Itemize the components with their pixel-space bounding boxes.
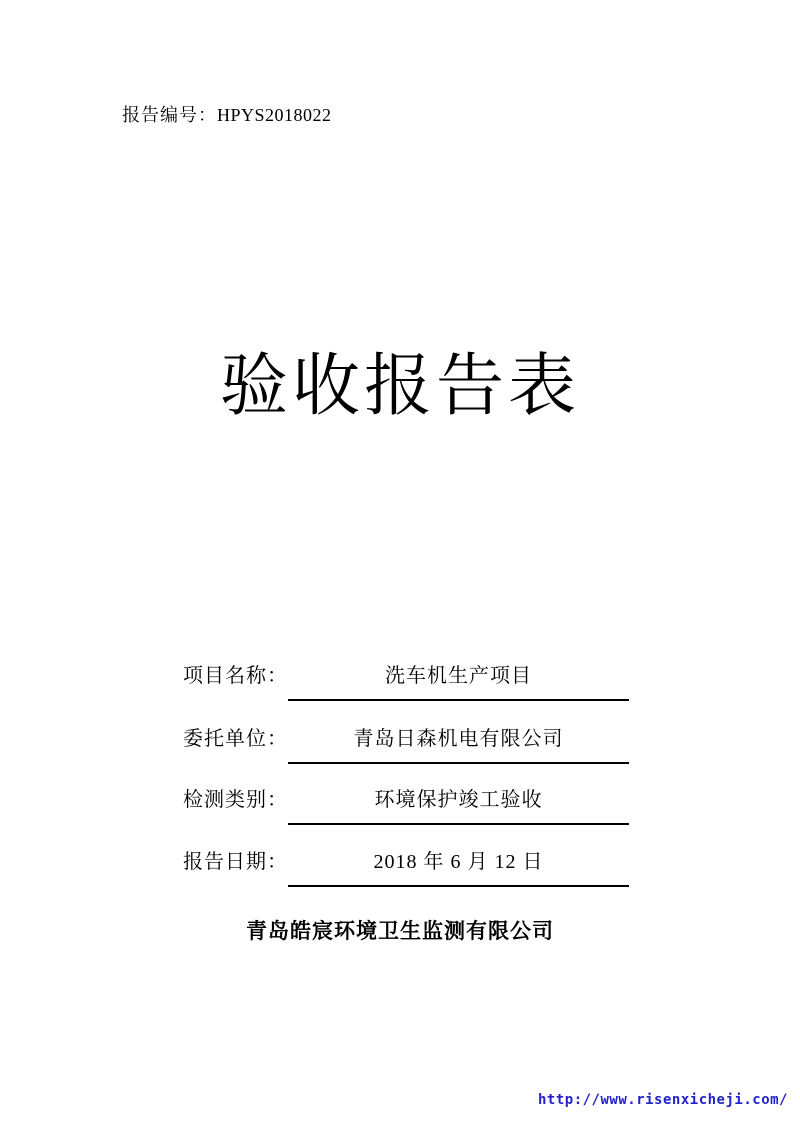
- field-row-test-category: [183, 789, 629, 825]
- report-date-label: 报告日期：: [183, 851, 288, 873]
- issuing-company-name: 青岛皓宸环境卫生监测有限公司: [246, 919, 554, 943]
- report-number-value: HPYS2018022: [217, 105, 332, 125]
- test-category-label: 检测类别：: [183, 789, 288, 811]
- client-unit-value: 青岛日森机电有限公司: [288, 728, 629, 764]
- project-name-value: 洗车机生产项目: [288, 665, 629, 701]
- report-date-value: 2018 年 6 月 12 日: [288, 851, 629, 887]
- client-unit-label: 委托单位：: [183, 728, 288, 750]
- field-row-project-name: [183, 665, 629, 701]
- test-category-value: 环境保护竣工验收: [288, 789, 629, 825]
- page-title: 验收报告表: [219, 348, 580, 424]
- report-number: [122, 104, 332, 126]
- field-row-client-unit: [183, 728, 629, 764]
- report-number-label: 报告编号：: [122, 105, 217, 125]
- field-row-report-date: [183, 851, 629, 887]
- project-name-label: 项目名称：: [183, 665, 288, 687]
- website-url-link[interactable]: http://www.risenxicheji.com/: [537, 1092, 788, 1108]
